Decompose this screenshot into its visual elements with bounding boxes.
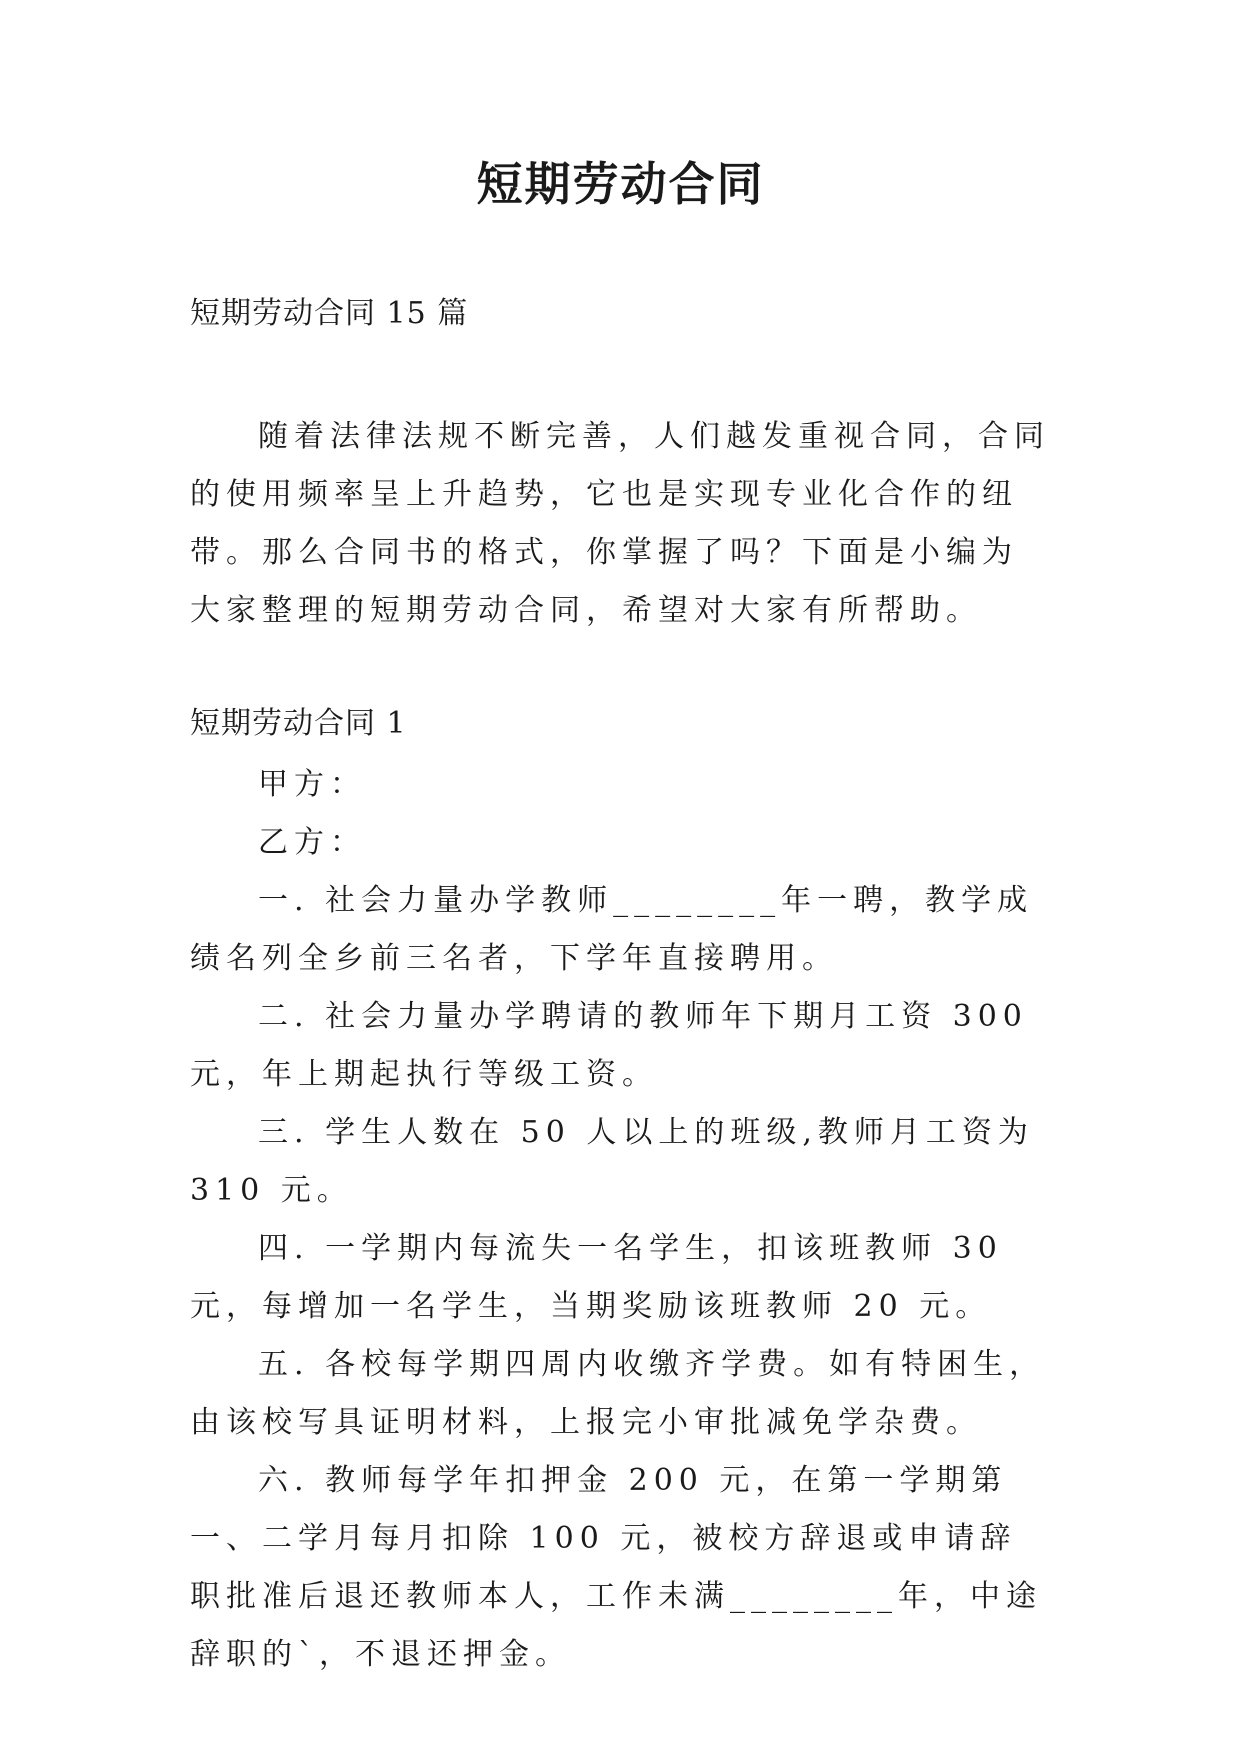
- clause-2: 二. 社会力量办学聘请的教师年下期月工资 300 元，年上期起执行等级工资。: [190, 999, 1028, 1092]
- clause-3: 三. 学生人数在 50 人以上的班级,教师月工资为 310 元。: [190, 1115, 1034, 1208]
- clause-4: 四. 一学期内每流失一名学生，扣该班教师 30 元，每增加一名学生，当期奖励该班教师 20 元。: [190, 1231, 1003, 1324]
- contract-body: [190, 756, 1050, 1684]
- document-subtitle: 短期劳动合同 15 篇: [190, 296, 469, 331]
- section-title: 短期劳动合同 1: [190, 706, 407, 741]
- document-title: 短期劳动合同: [476, 157, 765, 211]
- clause-5: 五. 各校每学期四周内收缴齐学费。如有特困生，由该校写具证明材料，上报完小审批减免学杂费。: [190, 1347, 1046, 1440]
- party-b-line: 乙方：: [258, 825, 366, 860]
- party-a-line: 甲方：: [258, 767, 366, 802]
- intro-paragraph: 随着法律法规不断完善，人们越发重视合同，合同的使用频率呈上升趋势，它也是实现专业化合作的纽带。那么合同书的格式，你掌握了吗？下面是小编为大家整理的短期劳动合同，希望对大家有所帮助。: [190, 419, 1050, 628]
- clause-6: 六. 教师每学年扣押金 200 元，在第一学期第一、二学月每月扣除 100 元，被校方辞退或申请辞职批准后退还教师本人，工作未满________年，中途辞职的`，不退还押金。: [190, 1463, 1042, 1672]
- clause-1: 一. 社会力量办学教师________年一聘，教学成绩名列全乡前三名者，下学年直接聘用。: [190, 883, 1034, 976]
